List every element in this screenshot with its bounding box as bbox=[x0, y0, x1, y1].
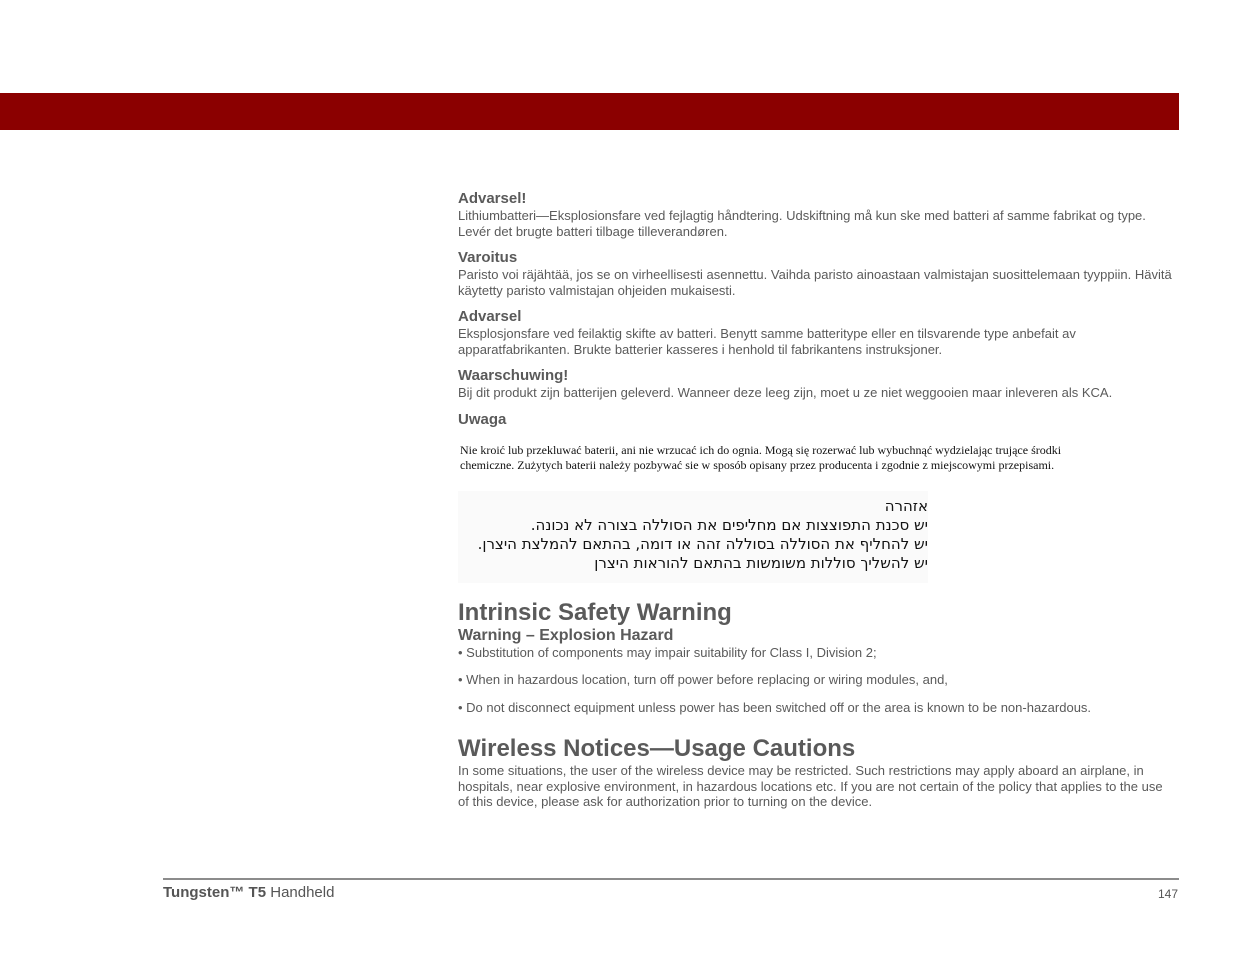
warning-heading: Waarschuwing! bbox=[458, 367, 569, 384]
warning-polish bbox=[458, 411, 1176, 429]
section-body: In some situations, the user of the wireless device may be restricted. Such restrictions may apply aboard an airplane, in hospitals, near explosive environment, in hazardous locations etc. If you are not certain of the policy that applies to the use of this device, please ask for authorization prior to turning on the device. bbox=[458, 763, 1163, 809]
footer-product bbox=[163, 884, 334, 901]
warning-dutch bbox=[458, 367, 1176, 401]
bullet-item: • Do not disconnect equipment unless power has been switched off or the area is known to be non-hazardous. bbox=[458, 699, 1092, 715]
warning-norwegian bbox=[458, 308, 1176, 357]
warning-body: Lithiumbatteri—Eksplosionsfare ved fejlagtig håndtering. Udskiftning må kun ske med batteri af samme fabrikat og type. Levér det brugte batteri tilbage tilleverandøren. bbox=[458, 208, 1146, 239]
header-banner bbox=[0, 93, 1179, 130]
bullet-item: • Substitution of components may impair suitability for Class I, Division 2; bbox=[458, 644, 877, 660]
section-subtitle: Warning – Explosion Hazard bbox=[458, 626, 674, 644]
hebrew-line: יש סכנת התפוצצות אם מחליפים את הסוללה בצורה לא נכונה. bbox=[530, 515, 928, 534]
hebrew-line: אזהרה bbox=[884, 496, 928, 515]
warning-heading: Varoitus bbox=[458, 249, 518, 266]
warning-heading: Uwaga bbox=[458, 410, 507, 428]
bullet-item: • When in hazardous location, turn off power before replacing or wiring modules, and, bbox=[458, 672, 948, 687]
warning-heading: Advarsel bbox=[458, 308, 522, 325]
product-name: Tungsten™ T5 bbox=[163, 884, 267, 901]
hebrew-notice bbox=[458, 491, 928, 583]
warning-body: Eksplosjonsfare ved feilaktig skifte av batteri. Benytt samme batteritype eller en tilsvarende type anbefait av apparatfabrikanten. Brukte batterier kasseres i henhold til fabrikantens instruksjoner. bbox=[458, 326, 1076, 357]
warning-body: Bij dit produkt zijn batterijen geleverd. Wanneer deze leeg zijn, moet u ze niet weggooien maar inleveren als KCA. bbox=[458, 385, 1113, 400]
polish-line: chemiczne. Zużytych baterii należy pozbywać sie w sposób opisany przez producenta i zgodnie z miejscowymi przepisami. bbox=[460, 457, 1055, 472]
warning-heading: Advarsel! bbox=[458, 190, 527, 207]
warning-danish bbox=[458, 190, 1176, 239]
hebrew-line: יש להשליך סוללות משומשות בהתאם להוראות היצרן bbox=[594, 553, 928, 572]
page-number: 147 bbox=[1157, 887, 1178, 901]
product-type: Handheld bbox=[270, 884, 335, 901]
warning-body: Paristo voi räjähtää, jos se on virheellisesti asennettu. Vaihda paristo ainoastaan valmistajan suosittelemaan tyyppiin. Hävitä käytetty paristo valmistajan ohjeiden mukaisesti. bbox=[458, 267, 1172, 298]
page-content bbox=[458, 190, 1176, 810]
wireless-section bbox=[458, 735, 1176, 810]
footer-divider bbox=[163, 878, 1179, 880]
intrinsic-safety-section bbox=[458, 599, 1176, 716]
polish-line: Nie kroić lub przekluwać baterii, ani nie wrzucać ich do ognia. Mogą się rozerwać lub wybuchnąć wydzielając trujące środki bbox=[460, 442, 1062, 457]
hebrew-line: יש להחליף את הסוללה בסוללה זהה או דומה, בהתאם להמלצת היצרן. bbox=[477, 534, 928, 553]
warning-finnish bbox=[458, 249, 1176, 298]
section-title: Intrinsic Safety Warning bbox=[458, 598, 732, 626]
section-title: Wireless Notices—Usage Cautions bbox=[458, 735, 856, 762]
polish-notice bbox=[458, 443, 1120, 473]
